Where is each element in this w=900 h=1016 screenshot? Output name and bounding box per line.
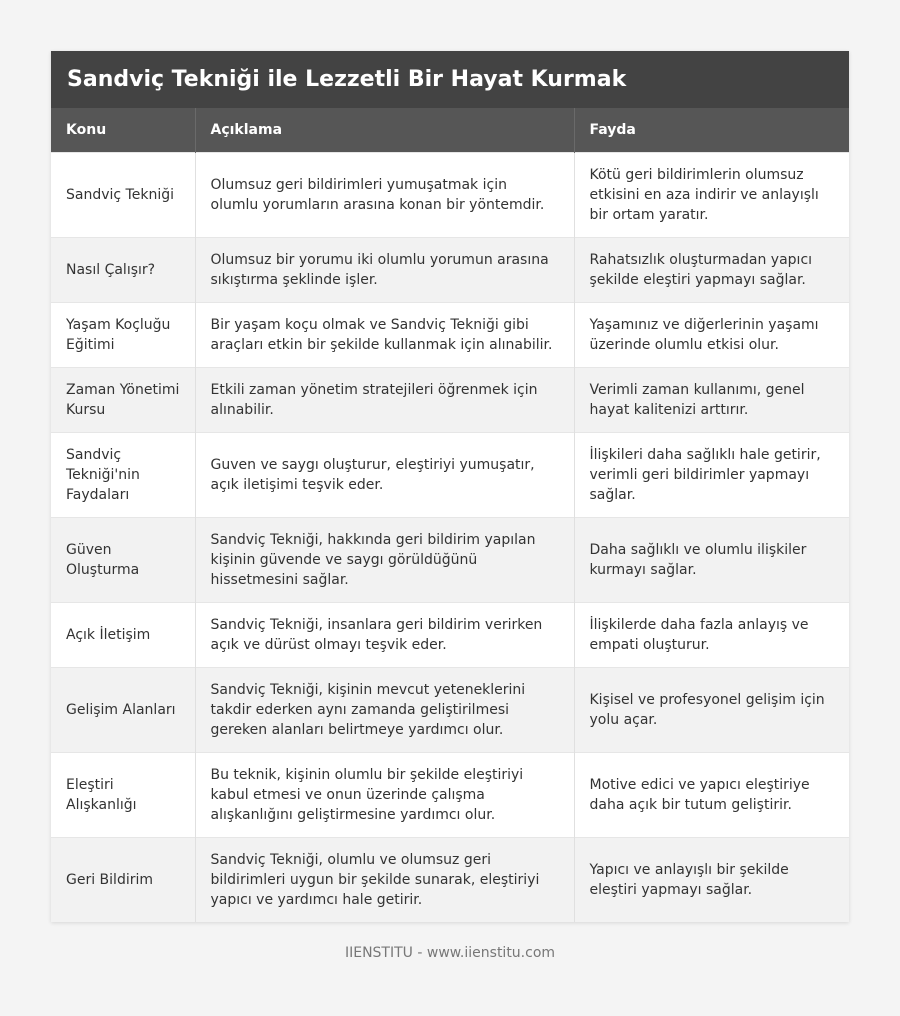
table-card <box>51 51 849 922</box>
cell-aciklama: Sandviç Tekniği, hakkında geri bildirim yapılan kişinin güvende ve saygı görüldüğünü hissetmesini sağlar. <box>195 517 574 602</box>
table-row <box>51 367 849 432</box>
cell-fayda: Motive edici ve yapıcı eleştiriye daha açık bir tutum geliştirir. <box>574 752 849 837</box>
column-header-fayda: Fayda <box>574 108 849 152</box>
header-row <box>51 108 849 152</box>
column-header-konu: Konu <box>51 108 195 152</box>
cell-fayda: Yaşamınız ve diğerlerinin yaşamı üzerinde olumlu etkisi olur. <box>574 302 849 367</box>
cell-konu: Yaşam Koçluğu Eğitimi <box>51 302 195 367</box>
cell-konu: Sandviç Tekniği'nin Faydaları <box>51 432 195 517</box>
cell-aciklama: Sandviç Tekniği, kişinin mevcut yeteneklerini takdir ederken aynı zamanda geliştirilmesi gereken alanları belirtmeye yardımcı olur. <box>195 667 574 752</box>
cell-fayda: Kişisel ve profesyonel gelişim için yolu açar. <box>574 667 849 752</box>
column-header-aciklama: Açıklama <box>195 108 574 152</box>
cell-aciklama: Olumsuz geri bildirimleri yumuşatmak için olumlu yorumların arasına konan bir yöntemdir. <box>195 152 574 237</box>
table-row <box>51 667 849 752</box>
cell-aciklama: Bir yaşam koçu olmak ve Sandviç Tekniği gibi araçları etkin bir şekilde kullanmak için alınabilir. <box>195 302 574 367</box>
cell-aciklama: Guven ve saygı oluşturur, eleştiriyi yumuşatır, açık iletişimi teşvik eder. <box>195 432 574 517</box>
table-row <box>51 302 849 367</box>
cell-aciklama: Bu teknik, kişinin olumlu bir şekilde eleştiriyi kabul etmesi ve onun üzerinde çalışma alışkanlığını geliştirmesine yardımcı olur. <box>195 752 574 837</box>
data-table <box>51 108 849 922</box>
cell-fayda: İlişkilerde daha fazla anlayış ve empati oluşturur. <box>574 602 849 667</box>
footer-credit: IIENSTITU - www.iienstitu.com <box>344 945 556 961</box>
cell-konu: Zaman Yönetimi Kursu <box>51 367 195 432</box>
table-row <box>51 517 849 602</box>
cell-konu: Eleştiri Alışkanlığı <box>51 752 195 837</box>
cell-fayda: Kötü geri bildirimlerin olumsuz etkisini en aza indirir ve anlayışlı bir ortam yaratır. <box>574 152 849 237</box>
cell-fayda: İlişkileri daha sağlıklı hale getirir, verimli geri bildirimler yapmayı sağlar. <box>574 432 849 517</box>
table-row <box>51 152 849 237</box>
table-row <box>51 602 849 667</box>
table-title: Sandviç Tekniği ile Lezzetli Bir Hayat Kurmak <box>51 51 849 108</box>
cell-fayda: Verimli zaman kullanımı, genel hayat kalitenizi arttırır. <box>574 367 849 432</box>
cell-konu: Nasıl Çalışır? <box>51 237 195 302</box>
cell-fayda: Rahatsızlık oluşturmadan yapıcı şekilde eleştiri yapmayı sağlar. <box>574 237 849 302</box>
cell-konu: Sandviç Tekniği <box>51 152 195 237</box>
cell-aciklama: Sandviç Tekniği, insanlara geri bildirim verirken açık ve dürüst olmayı teşvik eder. <box>195 602 574 667</box>
cell-aciklama: Etkili zaman yönetim stratejileri öğrenmek için alınabilir. <box>195 367 574 432</box>
cell-fayda: Daha sağlıklı ve olumlu ilişkiler kurmayı sağlar. <box>574 517 849 602</box>
cell-konu: Gelişim Alanları <box>51 667 195 752</box>
cell-fayda: Yapıcı ve anlayışlı bir şekilde eleştiri yapmayı sağlar. <box>574 837 849 922</box>
table-row <box>51 237 849 302</box>
table-row <box>51 432 849 517</box>
cell-aciklama: Olumsuz bir yorumu iki olumlu yorumun arasına sıkıştırma şeklinde işler. <box>195 237 574 302</box>
cell-konu: Açık İletişim <box>51 602 195 667</box>
table-row <box>51 837 849 922</box>
cell-konu: Geri Bildirim <box>51 837 195 922</box>
cell-aciklama: Sandviç Tekniği, olumlu ve olumsuz geri bildirimleri uygun bir şekilde sunarak, eleştiriyi yapıcı ve yardımcı hale getirir. <box>195 837 574 922</box>
table-row <box>51 752 849 837</box>
cell-konu: Güven Oluşturma <box>51 517 195 602</box>
